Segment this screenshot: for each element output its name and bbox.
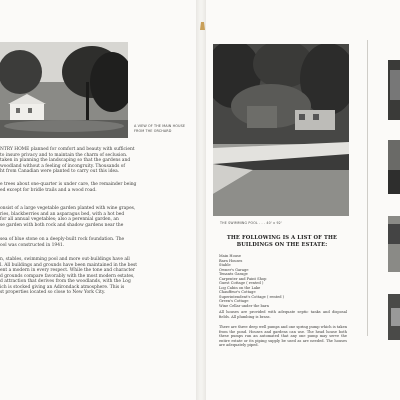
list-item: Guest Cottage ( rented ) <box>219 281 264 285</box>
text-line: ed except for bridle trails and a wood road. <box>0 187 97 193</box>
text-line: for all annual vegetables; also a perennial garden, an <box>0 217 119 222</box>
list-item: Log Cabin on the Lake <box>219 285 261 290</box>
list-item: Wine Cellar under the barn <box>219 303 269 308</box>
text-line: se garden with both rock and shadow gardens near the <box>0 222 124 228</box>
list-item: Barn Houses <box>219 258 243 263</box>
pumps-paragraph: There are three deep well pumps and one spring pump which is taken from the pond. Houses and gardens can use. The head house both these pumps run an automated that any one pump may serve the entire estate or its piping supply be used as are needed. The houses are adequately piped. <box>219 325 348 347</box>
list-item: Green's Cottage <box>219 299 249 303</box>
pool-paragraph <box>0 237 194 248</box>
text-line: n, stables, swimming pool and more out-buildings have all <box>0 257 130 262</box>
edge-photo-2 <box>388 140 400 194</box>
text-line: sea of blue stone on a deeply-built rock foundation. The <box>0 237 125 242</box>
text-line: st properties located so close to New York City. <box>0 290 106 295</box>
text-line: woodland without a feeling of incongruity. Thousands of <box>0 163 126 169</box>
text-line: ent a modern in every respect. While the tone and character <box>0 268 135 273</box>
text-line: onsist of a large vegetable garden planted with wine grapes, <box>0 206 136 211</box>
edge-photo-1 <box>388 60 400 120</box>
pool-caption: THE SWIMMING POOL . . . 40' x 92' <box>220 221 282 225</box>
text-line: to insure privacy and to maintain the charm of seclusion. <box>0 152 128 158</box>
acreage-paragraph <box>0 182 194 193</box>
list-item: Stable <box>219 263 231 267</box>
gardens-paragraph <box>0 206 194 228</box>
text-line: NTRY HOME planned for comfort and beauty with sufficient <box>0 147 135 152</box>
text-line: ht from Canadian were planted to carry out this idea. <box>0 169 120 174</box>
text-line: taken in planning the landscaping so that the gardens and <box>0 158 131 163</box>
buildings-paragraph <box>0 257 194 296</box>
list-item: Superintendent's Cottage ( rented ) <box>219 294 285 299</box>
binding-clip-icon <box>200 22 205 30</box>
buildings-list-heading: THE FOLLOWING IS A LIST OF THE BUILDINGS ON THE ESTATE: <box>226 235 338 248</box>
list-item: Owner's Garage <box>219 267 249 272</box>
edge-photo-3 <box>388 216 400 272</box>
text-line: ool was constructed in 1941. <box>0 242 65 248</box>
swimming-pool-photo <box>213 44 349 216</box>
text-line: d attraction that derives from the woodlands, with the Log <box>0 279 131 284</box>
septic-paragraph: All houses are provided with adequate septic tanks and disposal fields. All plumbing is brass. <box>219 310 347 319</box>
intro-paragraph <box>0 147 194 175</box>
list-item: Carpenter and Paint Shop <box>219 276 267 281</box>
text-line: l. All buildings and grounds have been maintained in the best <box>0 262 138 268</box>
text-line: d grounds compare favorably with the most modern estates, <box>0 273 135 279</box>
edge-photo-4 <box>388 294 400 340</box>
list-item: Main House <box>219 254 242 258</box>
buildings-list <box>219 254 309 308</box>
column-divider <box>367 40 368 336</box>
list-item: Chauffeur's Cottage <box>219 290 256 294</box>
page-gutter <box>196 0 206 400</box>
main-house-caption: A VIEW OF THE MAIN HOUSE FROM THE ORCHARD <box>134 124 186 133</box>
list-item: Tenants Garage <box>219 272 248 276</box>
main-house-photo <box>0 42 128 138</box>
text-line: ries, blackberries and an asparagus bed, with a hot bed <box>0 211 125 217</box>
text-line: ich is stocked giving an Adirondack atmosphere. This is <box>0 284 125 290</box>
text-line: e trees about one-quarter is under care, the remainder being <box>0 182 137 187</box>
